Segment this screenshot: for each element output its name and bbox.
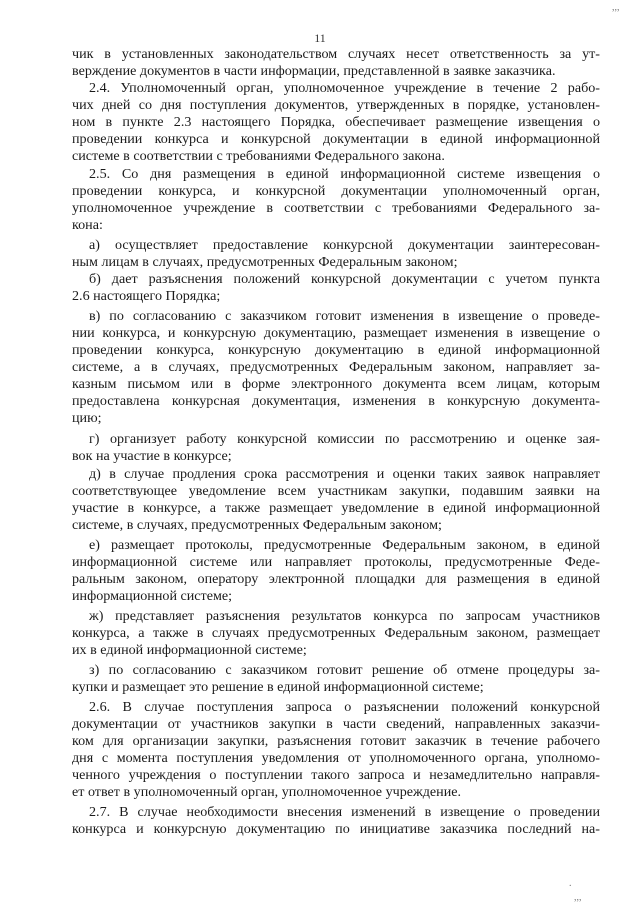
text-line: г) организует работу конкурсной комиссии по рассмотрению и оценке зая- [89, 431, 600, 447]
text-line: чих дней со дня поступления документов, утвержденных в порядке, установлен- [72, 97, 600, 113]
text-line: проведении конкурса, конкурсную документацию в единой информационной [72, 342, 600, 358]
text-line: 2.6 настоящего Порядка; [72, 288, 221, 304]
text-line: уполномоченное учреждение в соответствии с требованиями Федерального за- [72, 200, 600, 216]
text-line: б) дает разъяснения положений конкурсной документации с учетом пункта [89, 271, 600, 287]
text-line: ет ответ в уполномоченный орган, уполномоченное учреждение. [72, 784, 462, 800]
text-line: д) в случае продления срока рассмотрения и оценки таких заявок направляет [89, 466, 600, 482]
text-line: ж) представляет разъяснения результатов конкурса по запросам участников [89, 608, 600, 624]
text-line: информационной системе; [72, 588, 233, 604]
text-line: дня с момента поступления уведомления от уполномоченного органа, уполномо- [72, 750, 600, 766]
page-number: 11 [314, 31, 326, 45]
text-line: кона: [72, 217, 103, 233]
text-line: ральным законом, оператору электронной площадки для размещения в единой [72, 571, 600, 587]
text-line: ченного учреждения о поступлении такого запроса и незамедлительно направля- [72, 767, 600, 783]
text-line: ным лицам в случаях, предусмотренных Федеральным законом; [72, 254, 458, 270]
text-line: 2.5. Со дня размещения в единой информационной системе извещения о [89, 166, 600, 182]
text-line: ном в пункте 2.3 настоящего Порядка, обеспечивает размещение извещения о [72, 114, 600, 130]
text-line: конкурса, а также в случаях предусмотренных Федеральным законом, размещает [72, 625, 600, 641]
text-line: системе, а в случаях, предусмотренных Федеральным законом, направляет за- [72, 359, 600, 375]
text-line: нии конкурса, и конкурсную документацию, размещает изменения в извещение о [72, 325, 600, 341]
text-line: конкурса и конкурсную документацию по инициативе заказчика последний на- [72, 821, 600, 837]
scan-artifact: ,,, [574, 892, 582, 903]
text-line: предоставлена конкурсная документация, изменения в конкурсную документа- [72, 393, 600, 409]
scan-artifact: . [569, 878, 572, 889]
text-line: чик в установленных законодательством случаях несет ответственность за ут- [72, 46, 600, 62]
text-line: верждение документов в части информации, представленной в заявке заказчика. [72, 63, 556, 79]
text-line: казным письмом или в форме электронного документа всем лицам, которым [72, 376, 600, 392]
text-line: проведении конкурса и конкурсной документации в единой информационной [72, 131, 600, 147]
text-line: соответствующее уведомление всем участникам закупки, подавшим заявки на [72, 483, 600, 499]
text-line: системе в соответствии с требованиями Федерального закона. [72, 148, 445, 164]
text-line: з) по согласованию с заказчиком готовит решение об отмене процедуры за- [89, 662, 600, 678]
text-line: информационной системе или направляет протоколы, предусмотренные Феде- [72, 554, 600, 570]
text-line: 2.6. В случае поступления запроса о разъяснении положений конкурсной [89, 699, 600, 715]
text-line: системе, в случаях, предусмотренных Федеральным законом; [72, 517, 442, 533]
scan-artifact: ,,, [612, 2, 620, 13]
text-line: ком для организации закупки, разъяснения готовит заказчик в течение рабочего [72, 733, 600, 749]
text-line: а) осуществляет предоставление конкурсной документации заинтересован- [89, 237, 600, 253]
text-line: 2.4. Уполномоченный орган, уполномоченное учреждение в течение 2 рабо- [89, 80, 600, 96]
text-line: участие в конкурсе, а также размещает уведомление в единой информационной [72, 500, 600, 516]
text-line: цию; [72, 410, 102, 426]
text-line: в) по согласованию с заказчиком готовит изменения в извещение о проведе- [89, 308, 600, 324]
text-line: документации от участников закупки в части сведений, направленных заказчи- [72, 716, 600, 732]
text-line: вок на участие в конкурсе; [72, 448, 232, 464]
text-line: купки и размещает это решение в единой информационной системе; [72, 679, 484, 695]
text-line: 2.7. В случае необходимости внесения изменений в извещение о проведении [89, 804, 600, 820]
text-line: е) размещает протоколы, предусмотренные Федеральным законом, в единой [89, 537, 600, 553]
text-line: проведении конкурса, и конкурсной документации уполномоченный орган, [72, 183, 600, 199]
text-line: их в единой информационной системе; [72, 642, 307, 658]
